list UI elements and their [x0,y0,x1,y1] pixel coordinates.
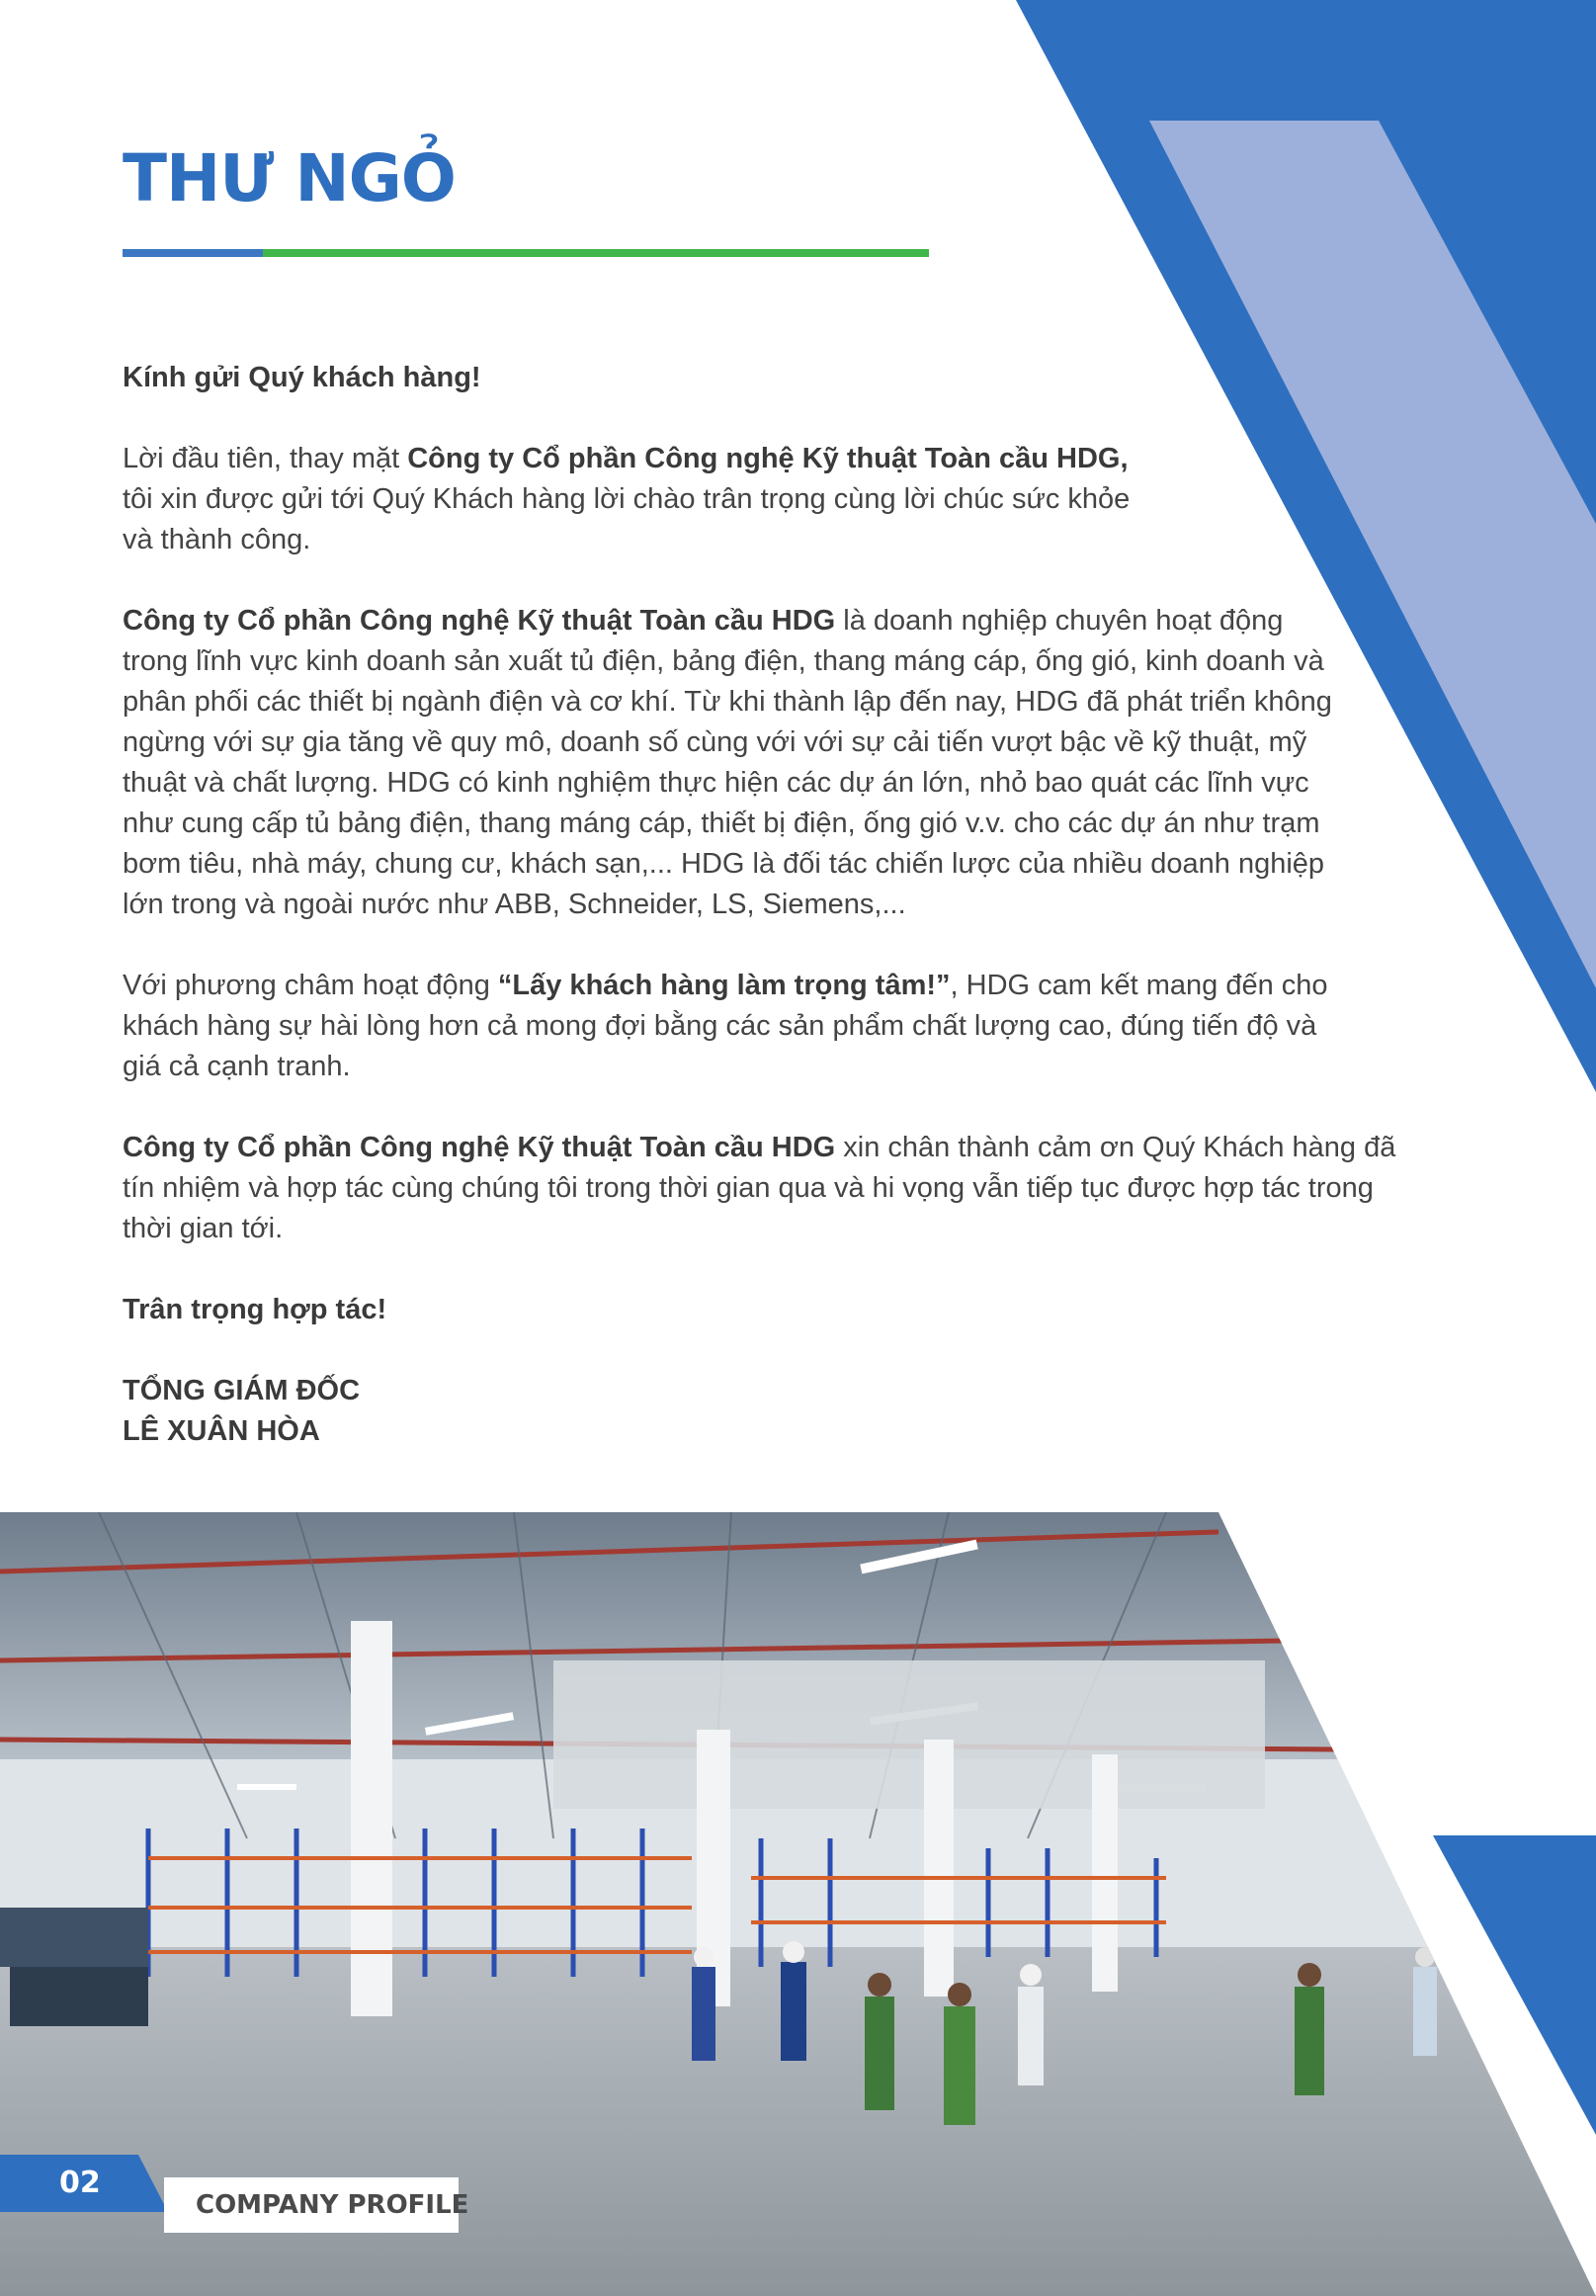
letter-body [123,358,1476,1452]
paragraph-thanks: Công ty Cổ phần Công nghệ Kỹ thuật Toàn cầu HDG xin chân thành cảm ơn Quý Khách hàng đã tín nhiệm và hợp tác cùng chúng tôi trong thời gian qua và hi vọng vẫn tiếp tục được hợp tác trong thời gian tới. [123,1132,1396,1244]
title-underline-green [263,249,929,257]
company-name: Công ty Cổ phần Công nghệ Kỹ thuật Toàn cầu HDG [123,605,836,637]
signer-title: TỔNG GIÁM ĐỐC [123,1375,361,1406]
closing: Trân trọng hợp tác! [123,1294,387,1325]
salutation: Kính gửi Quý khách hàng! [123,362,481,393]
page-title: THƯ NGỎ [123,140,456,216]
company-name: Công ty Cổ phần Công nghệ Kỹ thuật Toàn cầu HDG, [407,443,1129,474]
company-profile-label: COMPANY PROFILE [196,2190,469,2220]
signer-name: LÊ XUÂN HÒA [123,1415,320,1447]
company-name: Công ty Cổ phần Công nghệ Kỹ thuật Toàn cầu HDG [123,1132,836,1163]
paragraph-motto: Với phương châm hoạt động “Lấy khách hàng làm trọng tâm!”, HDG cam kết mang đến cho khách hàng sự hài lòng hơn cả mong đợi bằng các sản phẩm chất lượng cao, đúng tiến độ và giá cả cạnh tranh. [123,970,1328,1082]
title-underline-blue [123,249,263,257]
motto: “Lấy khách hàng làm trọng tâm!” [497,970,951,1001]
page-number: 02 [59,2166,101,2200]
paragraph-about: Công ty Cổ phần Công nghệ Kỹ thuật Toàn cầu HDG là doanh nghiệp chuyên hoạt động trong lĩnh vực kinh doanh sản xuất tủ điện, bảng điện, thang máng cáp, ống gió, kinh doanh và phân phối các thiết bị ngành điện và cơ khí. Từ khi thành lập đến nay, HDG đã phát triển không ngừng với sự gia tăng về quy mô, doanh số cùng với với sự cải tiến vượt bậc về kỹ thuật, mỹ thuật và chất lượng. HDG có kinh nghiệm thực hiện các dự án lớn, nhỏ bao quát các lĩnh vực như cung cấp tủ bảng điện, thang máng cáp, thiết bị điện, ống gió v.v. cho các dự án như trạm bơm tiêu, nhà máy, chung cư, khách sạn,... HDG là đối tác chiến lược của nhiều doanh nghiệp lớn trong và ngoài nước như ABB, Schneider, LS, Siemens,... [123,605,1332,920]
signature-block [123,1371,1476,1452]
paragraph-intro: Lời đầu tiên, thay mặt Công ty Cổ phần Công nghệ Kỹ thuật Toàn cầu HDG, tôi xin được gửi tới Quý Khách hàng lời chào trân trọng cùng lời chúc sức khỏe và thành công. [123,443,1131,555]
